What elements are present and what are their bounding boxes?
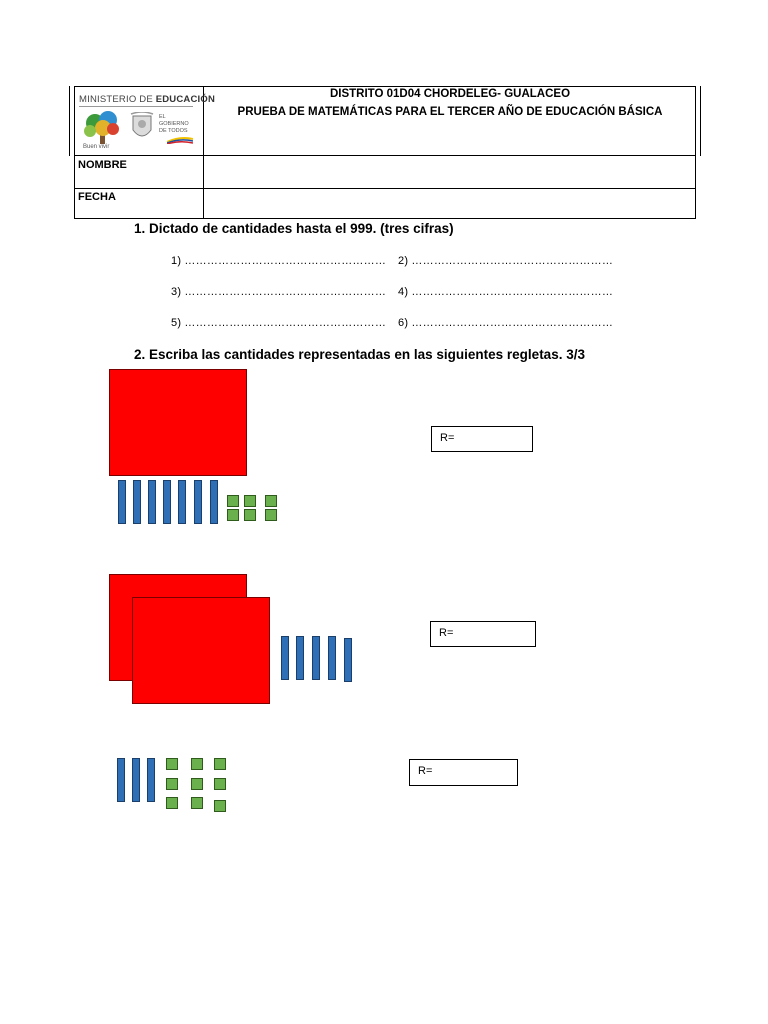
- ten-rod: [133, 480, 141, 524]
- unit-cube: [265, 509, 277, 521]
- name-label: NOMBRE: [78, 159, 127, 171]
- unit-cube: [244, 509, 256, 521]
- date-label: FECHA: [78, 191, 116, 203]
- ministry-name-bold: EDUCACIÓN: [155, 94, 216, 105]
- dictation-item[interactable]: 3) ………………………………………………: [171, 286, 387, 298]
- flag-stripes-icon: [167, 136, 193, 144]
- dictation-item[interactable]: 5) ………………………………………………: [171, 317, 387, 329]
- unit-cube: [265, 495, 277, 507]
- unit-cube: [166, 758, 178, 770]
- ten-rod: [163, 480, 171, 524]
- dictation-item[interactable]: 2) ………………………………………………: [398, 255, 614, 267]
- unit-cube: [166, 797, 178, 809]
- ten-rod: [118, 480, 126, 524]
- government-caption: EL GOBIERNO DE TODOS: [159, 114, 189, 134]
- ten-rod: [148, 480, 156, 524]
- dictation-item[interactable]: 6) ………………………………………………: [398, 317, 614, 329]
- ten-rod: [147, 758, 155, 802]
- header-divider: [75, 188, 695, 189]
- unit-cube: [191, 778, 203, 790]
- question-2-title: 2. Escriba las cantidades representadas en las siguientes regletas. 3/3: [134, 347, 585, 362]
- ten-rod: [132, 758, 140, 802]
- ten-rod: [328, 636, 336, 680]
- unit-cube: [214, 758, 226, 770]
- unit-cube: [214, 778, 226, 790]
- ten-rod: [210, 480, 218, 524]
- unit-cube: [227, 495, 239, 507]
- answer-box-1[interactable]: R=: [431, 426, 533, 452]
- unit-cube: [227, 509, 239, 521]
- hundred-block: [109, 369, 247, 476]
- district-title: DISTRITO 01D04 CHORDELEG- GUALACEO: [329, 88, 571, 100]
- header-divider: [75, 155, 695, 156]
- hundred-block: [132, 597, 270, 704]
- ten-rod: [117, 758, 125, 802]
- ten-rod: [281, 636, 289, 680]
- unit-cube: [244, 495, 256, 507]
- unit-cube: [166, 778, 178, 790]
- ten-rod: [344, 638, 352, 682]
- dictation-item[interactable]: 4) ………………………………………………: [398, 286, 614, 298]
- unit-cube: [214, 800, 226, 812]
- tree-caption: Buen vivir: [83, 144, 110, 150]
- test-title: PRUEBA DE MATEMÁTICAS PARA EL TERCER AÑO DE EDUCACIÓN BÁSICA: [237, 106, 663, 118]
- unit-cube: [191, 797, 203, 809]
- question-1-title: 1. Dictado de cantidades hasta el 999. (tres cifras): [134, 221, 454, 236]
- coat-of-arms-icon: [129, 112, 155, 144]
- date-field[interactable]: [205, 190, 693, 216]
- ten-rod: [296, 636, 304, 680]
- ministry-name: MINISTERIO DE: [79, 94, 156, 105]
- ministry-logo: [79, 94, 216, 152]
- ten-rod: [312, 636, 320, 680]
- ten-rod: [194, 480, 202, 524]
- answer-box-3[interactable]: R=: [409, 759, 518, 786]
- name-field[interactable]: [205, 157, 693, 185]
- answer-box-2[interactable]: R=: [430, 621, 536, 647]
- unit-cube: [191, 758, 203, 770]
- ten-rod: [178, 480, 186, 524]
- dictation-item[interactable]: 1) ………………………………………………: [171, 255, 387, 267]
